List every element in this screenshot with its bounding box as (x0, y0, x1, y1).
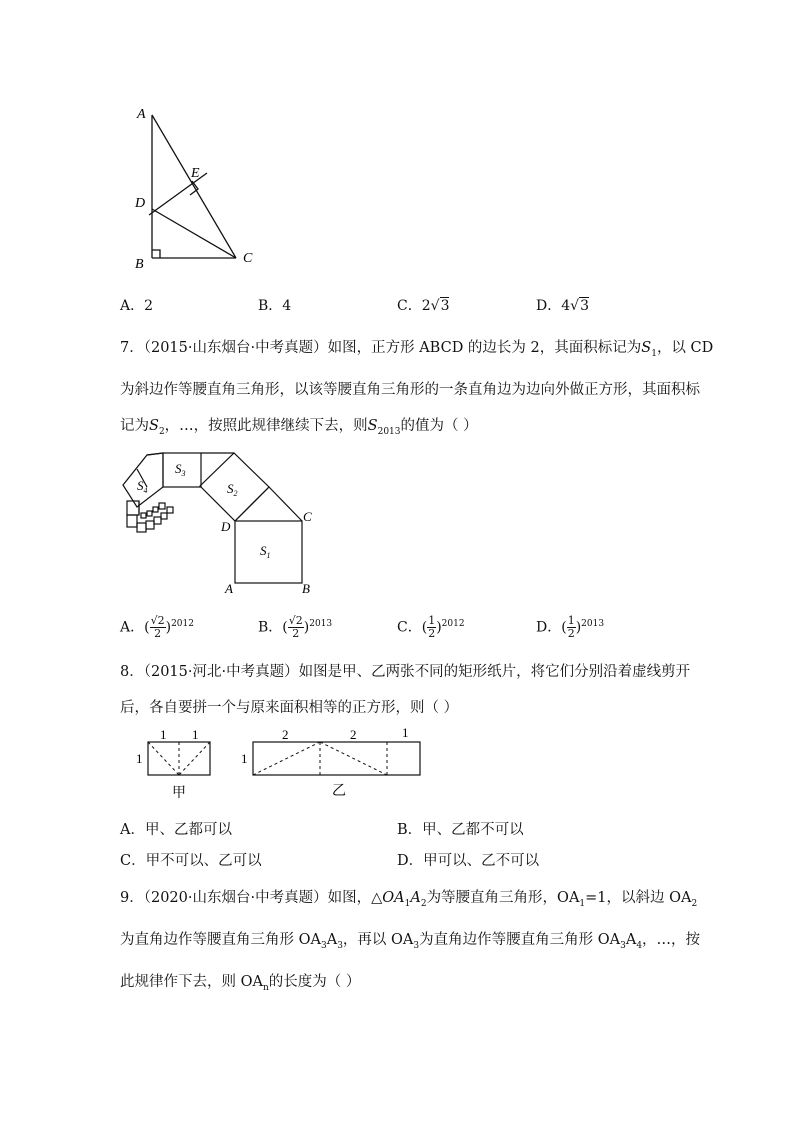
q7-line-2: 为斜边作等腰直角三角形，以该等腰直角三角形的一条直角边为边向外做正方形，其面积标 (120, 381, 700, 398)
q6-figure (125, 100, 275, 275)
q7-line-1: 7．（2015·山东烟台·中考真题）如图，正方形 ABCD 的边长为 2，其面积标记为$S_1$，以 CD (120, 340, 714, 359)
label-s4: $S_4$ (137, 478, 148, 495)
q6-option-d[interactable]: D．4√3 (536, 298, 589, 314)
jia-side: 1 (136, 751, 143, 766)
label-d: D (135, 196, 146, 211)
label-b: B (135, 257, 144, 272)
q8-option-c[interactable]: C．甲不可以、乙可以 (120, 853, 262, 869)
yi-top-2: 2 (350, 727, 357, 742)
q7-option-d[interactable]: D．( $\frac{1}{2}$ )$^{2013}$ (536, 614, 605, 641)
label-s1: $S_1$ (260, 543, 271, 560)
yi-top-3: 1 (402, 725, 409, 740)
q9-text (120, 880, 701, 1006)
label-s3: $S_3$ (175, 461, 186, 478)
q8-option-a[interactable]: A．甲、乙都可以 (120, 822, 232, 838)
q7-text (120, 330, 714, 450)
q7-option-c[interactable]: C．( $\frac{1}{2}$ )$^{2012}$ (397, 614, 465, 641)
q8-line-1: 8．（2015·河北·中考真题）如图是甲、乙两张不同的矩形纸片，将它们分别沿着虚线剪开 (120, 664, 691, 680)
jia-name: 甲 (172, 786, 186, 801)
q7-line-3: 记为$S_2$，…，按照此规律继续下去，则$S_{2013}$的值为（ ） (120, 417, 478, 437)
sqrt-symbol: √ (430, 298, 440, 314)
q7-option-b[interactable]: B．( $\frac{√2}{2}$ )$^{2013}$ (258, 614, 333, 641)
label-a: A (225, 581, 233, 596)
label-b: B (302, 581, 310, 596)
q6-option-b[interactable]: B．4 (258, 298, 292, 314)
yi-name: 乙 (332, 784, 346, 799)
yi-side: 1 (241, 751, 248, 766)
label-s2: $S_2$ (227, 481, 238, 498)
q6-option-a[interactable]: A．2 (120, 298, 154, 314)
yi-top-1: 2 (282, 727, 289, 742)
label-c: C (243, 251, 253, 266)
q9-line-3: 此规律作下去，则 $OA_n$的长度为（ ） (120, 973, 361, 993)
label-d: D (221, 519, 231, 534)
jia-top-2: 1 (192, 727, 199, 742)
q8-option-b[interactable]: B．甲、乙都不可以 (397, 822, 524, 838)
q6-option-c[interactable]: C．2√3 (397, 298, 450, 314)
q7-figure (115, 445, 325, 600)
q8-figure (130, 725, 430, 805)
q9-line-2: 为直角边作等腰直角三角形 $OA_3A_3$，再以 $OA_3$为直角边作等腰直角三角形 $OA_3A_4$，…，按 (120, 931, 701, 951)
q8-option-d[interactable]: D．甲可以、乙不可以 (397, 853, 540, 869)
q7-option-a[interactable]: A．( $\frac{√2}{2}$ )$^{2012}$ (120, 614, 194, 641)
label-e: E (191, 166, 200, 181)
label-c: C (303, 509, 312, 524)
label-a: A (137, 107, 146, 122)
q8-text (120, 654, 691, 726)
sqrt-symbol: √ (570, 298, 580, 314)
q8-line-2: 后，各自要拼一个与原来面积相等的正方形，则（ ） (120, 700, 459, 716)
jia-top-1: 1 (160, 727, 167, 742)
q9-line-1: 9．（2020·山东烟台·中考真题）如图，$\triangle OA_1A_2$为等腰直角三角形，$OA_1=1$，以斜边 $OA_2$ (120, 890, 698, 909)
